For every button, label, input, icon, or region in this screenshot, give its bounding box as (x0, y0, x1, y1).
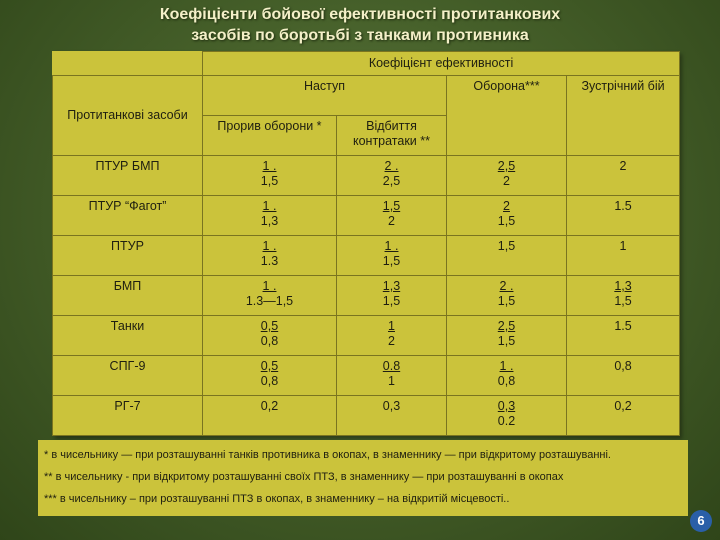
cell-numerator: 1 (388, 319, 395, 333)
cell-numerator: 1,3 (382, 279, 401, 293)
table-row (53, 236, 680, 276)
cell-numerator: 1 . (499, 359, 514, 373)
cell-encounter (567, 276, 680, 316)
cell-denominator: 1,3 (260, 214, 279, 228)
cell-encounter (567, 316, 680, 356)
cell-counterattack (337, 156, 447, 196)
cell-numerator: 1 . (262, 279, 277, 293)
cell-denominator: 1,5 (497, 294, 516, 308)
cell-breakthrough (203, 196, 337, 236)
row-label: ПТУР (53, 236, 203, 276)
cell-denominator: 1.3—1,5 (245, 294, 294, 308)
cell-denominator: 0,8 (497, 374, 516, 388)
efficiency-table (52, 51, 679, 436)
cell-counterattack (337, 316, 447, 356)
cell-numerator: 2,5 (497, 319, 516, 333)
cell-numerator: 0,2 (614, 399, 632, 413)
cell-numerator: 1 . (262, 159, 277, 173)
cell-encounter (567, 356, 680, 396)
cell-breakthrough (203, 276, 337, 316)
defense-header: Оборона*** (447, 76, 567, 156)
cell-numerator: 1,3 (614, 279, 632, 293)
cell-encounter (567, 196, 680, 236)
offense-header: Наступ (203, 76, 447, 116)
cell-breakthrough (203, 236, 337, 276)
cell-counterattack (337, 276, 447, 316)
cell-denominator: 2 (503, 174, 510, 188)
breakthrough-header: Прорив оборони * (203, 116, 337, 156)
empty-corner (53, 52, 203, 76)
cell-numerator: 0.8 (382, 359, 401, 373)
table-row (53, 316, 680, 356)
row-label: СПГ-9 (53, 356, 203, 396)
row-label: РГ-7 (53, 396, 203, 436)
cell-numerator: 0,3 (382, 399, 401, 413)
cell-denominator: 1,5 (260, 174, 279, 188)
cell-numerator: 0,5 (260, 319, 279, 333)
cell-numerator: 1.5 (614, 199, 632, 213)
cell-denominator: 1,5 (382, 294, 401, 308)
cell-counterattack (337, 196, 447, 236)
cell-numerator: 2 . (384, 159, 399, 173)
cell-denominator: 0,8 (260, 334, 279, 348)
cell-denominator: 2 (388, 334, 395, 348)
cell-counterattack (337, 356, 447, 396)
row-label: ПТУР БМП (53, 156, 203, 196)
cell-breakthrough (203, 316, 337, 356)
cell-counterattack (337, 236, 447, 276)
title-line-2: засобів по боротьбі з танками противника (191, 27, 529, 44)
footnote-1: * в чисельнику — при розташуванні танків противника в окопах, в знаменнику — при відкритому розташуванні. (44, 449, 611, 461)
cell-defense (447, 316, 567, 356)
cell-numerator: 2 (619, 159, 627, 173)
row-label: ПТУР “Фагот” (53, 196, 203, 236)
cell-numerator: 1 (619, 239, 627, 253)
cell-numerator: 0,5 (260, 359, 279, 373)
cell-breakthrough (203, 156, 337, 196)
cell-denominator: 1,5 (497, 214, 516, 228)
cell-denominator: 2 (388, 214, 395, 228)
cell-numerator: 1 . (262, 239, 277, 253)
title-line-1: Коефіцієнти бойової ефективності протитанкових (159, 6, 561, 23)
cell-denominator: 1,5 (614, 294, 632, 308)
cell-numerator: 1,5 (497, 239, 516, 253)
cell-encounter (567, 396, 680, 436)
cell-denominator: 1.3 (260, 254, 279, 268)
cell-encounter (567, 156, 680, 196)
cell-defense (447, 276, 567, 316)
cell-defense (447, 156, 567, 196)
efficiency-header: Коефіцієнт ефективності (203, 52, 680, 76)
cell-denominator: 0,8 (260, 374, 279, 388)
cell-denominator: 0.2 (497, 414, 516, 428)
row-label: БМП (53, 276, 203, 316)
cell-breakthrough (203, 396, 337, 436)
footnote-3: *** в чисельнику – при розташуванні ПТЗ в окопах, в знаменнику – на відкритій місцевості.. (44, 493, 510, 505)
cell-counterattack (337, 396, 447, 436)
table-row (53, 276, 680, 316)
table-row (53, 196, 680, 236)
page-number-badge: 6 (690, 510, 712, 532)
cell-numerator: 1,5 (382, 199, 401, 213)
cell-denominator: 2,5 (382, 174, 401, 188)
cell-denominator: 1,5 (497, 334, 516, 348)
cell-denominator: 1 (388, 374, 395, 388)
table-row (53, 356, 680, 396)
footnote-2: ** в чисельнику - при відкритому розташуванні своїх ПТЗ, в знаменнику — при розташуванні в окопах (44, 471, 564, 483)
cell-numerator: 2 (503, 199, 510, 213)
cell-defense (447, 396, 567, 436)
counterattack-header: Відбиття контратаки ** (337, 116, 447, 156)
table-row (53, 156, 680, 196)
table-row (53, 396, 680, 436)
cell-numerator: 0,2 (260, 399, 279, 413)
cell-numerator: 0,8 (614, 359, 632, 373)
cell-defense (447, 196, 567, 236)
cell-numerator: 1 . (384, 239, 399, 253)
means-header: Протитанкові засоби (53, 76, 203, 156)
cell-numerator: 0,3 (497, 399, 516, 413)
cell-numerator: 2,5 (497, 159, 516, 173)
cell-encounter (567, 236, 680, 276)
row-label: Танки (53, 316, 203, 356)
cell-defense (447, 236, 567, 276)
encounter-header: Зустрічний бій (567, 76, 680, 156)
cell-numerator: 2 . (499, 279, 514, 293)
slide-title (60, 4, 660, 46)
cell-defense (447, 356, 567, 396)
footnotes (38, 440, 688, 516)
cell-numerator: 1.5 (614, 319, 632, 333)
cell-breakthrough (203, 356, 337, 396)
cell-denominator: 1,5 (382, 254, 401, 268)
cell-numerator: 1 . (262, 199, 277, 213)
